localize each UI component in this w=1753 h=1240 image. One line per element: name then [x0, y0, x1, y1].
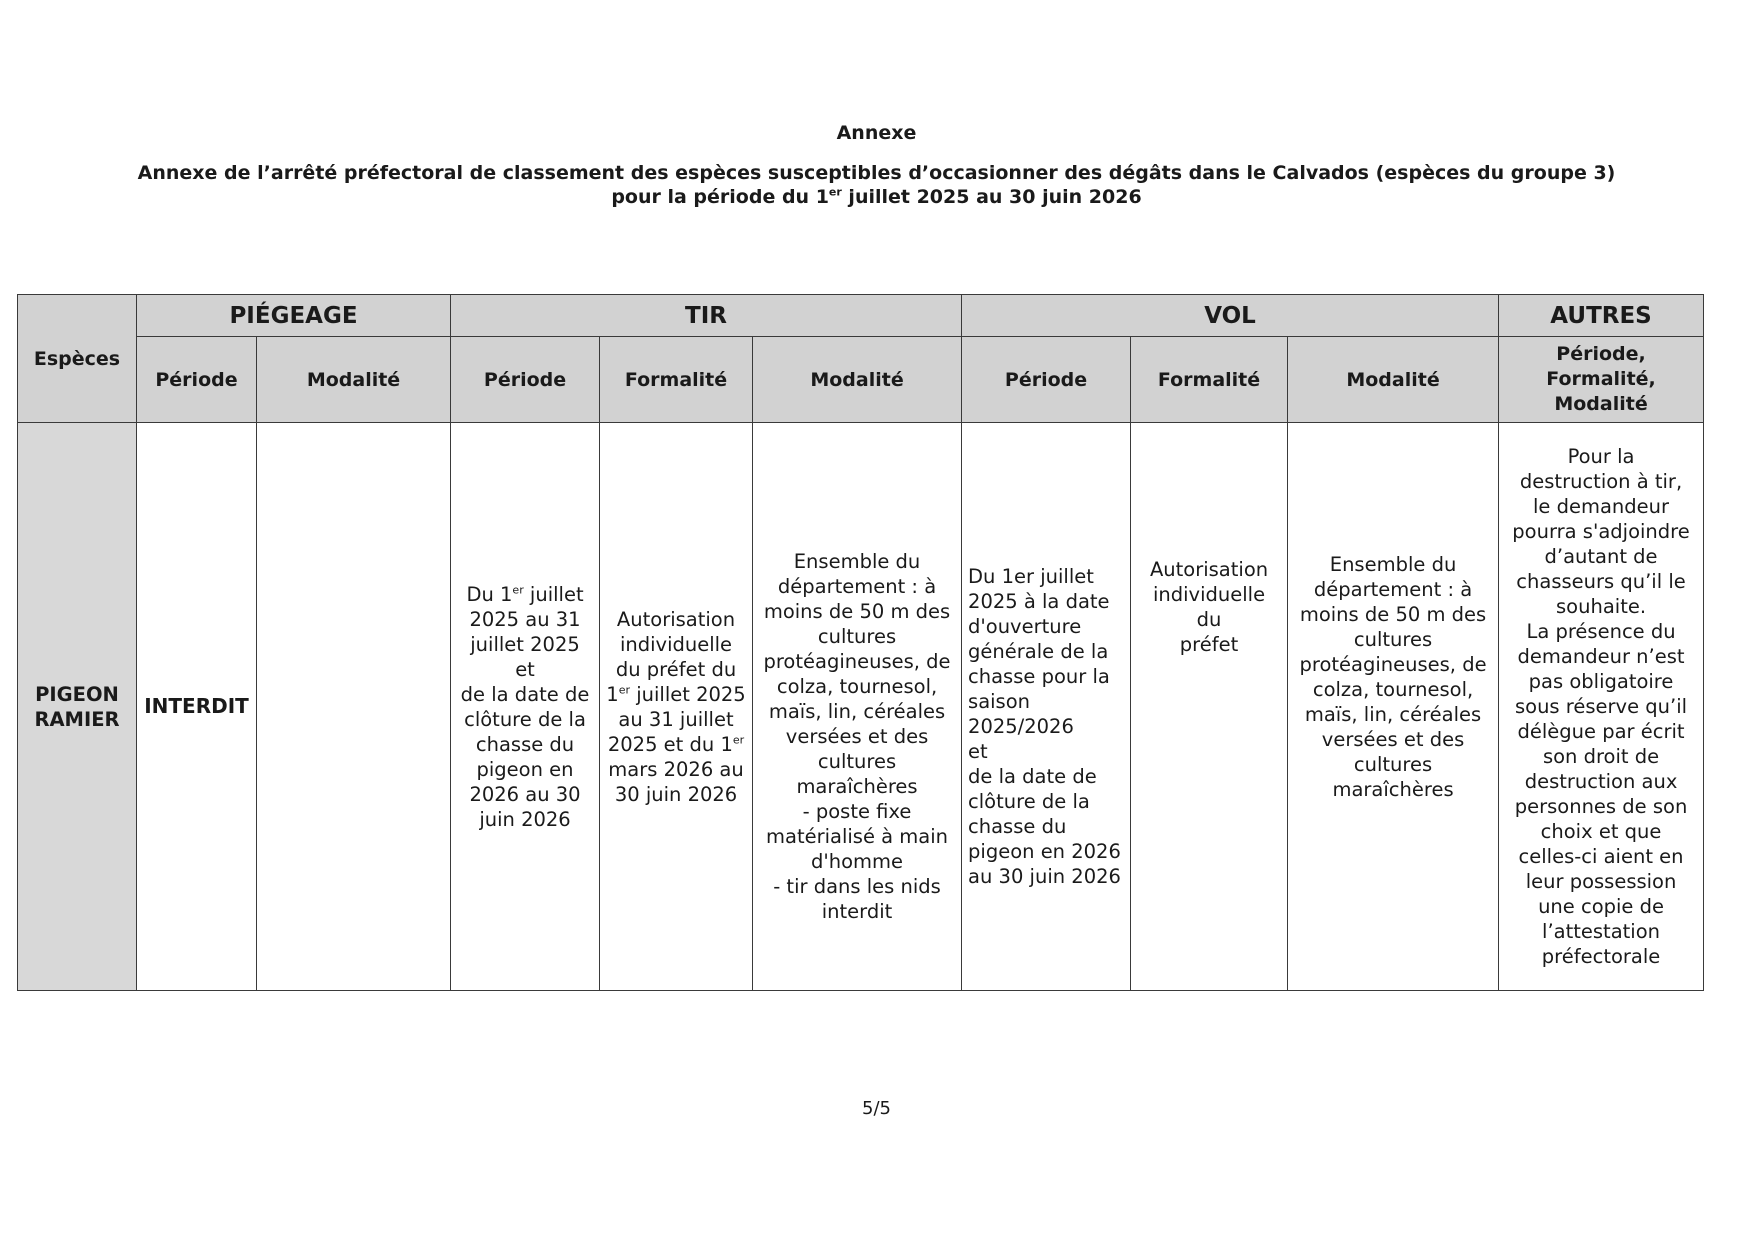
group-header-piegeage: PIÉGEAGE	[137, 295, 451, 337]
species-table	[17, 294, 1704, 991]
subheader-autres: Période, Formalité, Modalité	[1499, 337, 1704, 423]
cell-tir-periode: Du 1er juillet 2025 au 31 juillet 2025 et de la date de clôture de la chasse du pigeon en 2026 au 30 juin 2026	[451, 423, 600, 991]
cell-vol-modalite: Ensemble du département : à moins de 50 m des cultures protéagineuses, de colza, tournesol, maïs, lin, céréales versées et des cultures maraîchères	[1288, 423, 1499, 991]
subheader-vol-modalite: Modalité	[1288, 337, 1499, 423]
cell-autres: Pour la destruction à tir, le demandeur pourra s'adjoindre d’autant de chasseurs qu’il le souhaite. La présence du demandeur n’est pas obligatoire sous réserve qu’il délègue par écrit son droit de destruction aux personnes de son choix et que celles-ci aient en leur possession une copie de l’attestation préfectorale	[1499, 423, 1704, 991]
subheader-vol-formalite: Formalité	[1131, 337, 1288, 423]
cell-espece: PIGEON RAMIER	[18, 423, 137, 991]
header-especes: Espèces	[18, 295, 137, 423]
subheader-vol-periode: Période	[962, 337, 1131, 423]
annexe-heading: Annexe	[836, 122, 917, 144]
subheader-piegeage-modalite: Modalité	[257, 337, 451, 423]
cell-tir-formalite: Autorisation individuelle du préfet du 1er juillet 2025 au 31 juillet 2025 et du 1er mars 2026 au 30 juin 2026	[600, 423, 753, 991]
document-title-line2: pour la période du 1er juillet 2025 au 30 juin 2026	[611, 185, 1142, 208]
subheader-tir-periode: Période	[451, 337, 600, 423]
cell-tir-modalite: Ensemble du département : à moins de 50 m des cultures protéagineuses, de colza, tournesol, maïs, lin, céréales versées et des cultures maraîchères - poste fixe matérialisé à main d'homme - tir dans les nids interdit	[753, 423, 962, 991]
cell-piegeage-modalite	[257, 423, 451, 991]
page-number: 5/5	[862, 1098, 891, 1119]
cell-vol-periode: Du 1er juillet 2025 à la date d'ouverture générale de la chasse pour la saison 2025/2026 et de la date de clôture de la chasse du pigeon en 2026 au 30 juin 2026	[962, 423, 1131, 991]
table-row	[18, 423, 1704, 991]
group-header-vol: VOL	[962, 295, 1499, 337]
document-title-line1: Annexe de l’arrêté préfectoral de classement des espèces susceptibles d’occasionner des dégâts dans le Calvados (espèces du groupe 3)	[137, 162, 1616, 184]
subheader-piegeage-periode: Période	[137, 337, 257, 423]
group-header-tir: TIR	[451, 295, 962, 337]
group-header-autres: AUTRES	[1499, 295, 1704, 337]
subheader-tir-formalite: Formalité	[600, 337, 753, 423]
subheader-tir-modalite: Modalité	[753, 337, 962, 423]
cell-vol-formalite: Autorisation individuelle du préfet	[1131, 423, 1288, 991]
cell-piegeage-periode: INTERDIT	[137, 423, 257, 991]
